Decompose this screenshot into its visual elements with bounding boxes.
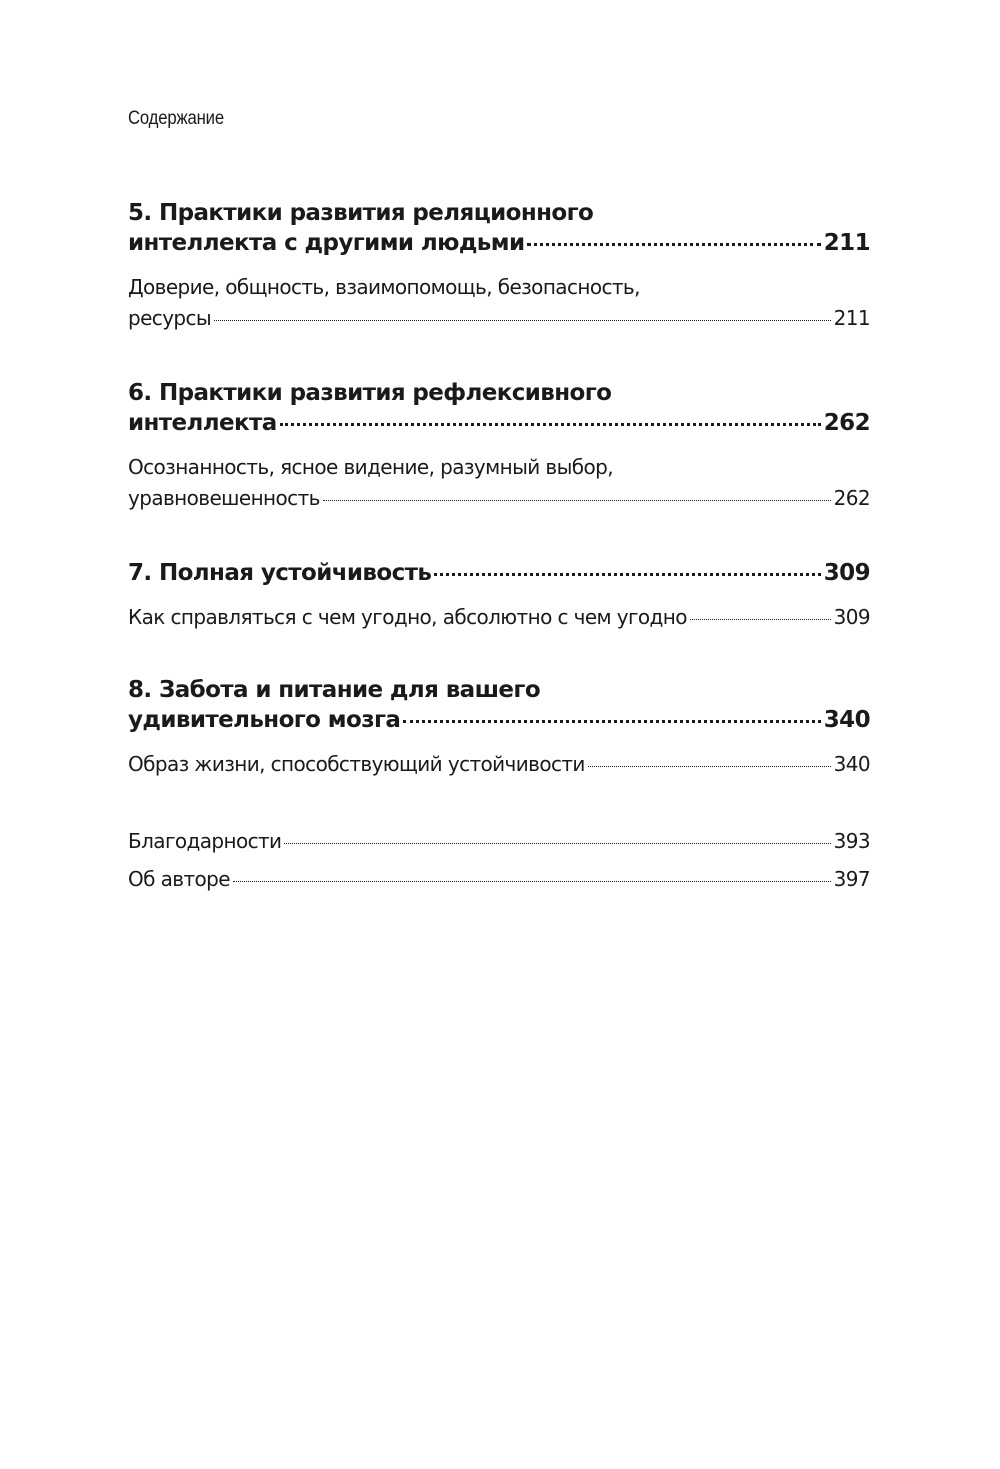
subsection-entry bbox=[128, 749, 870, 780]
chapter-title-line-with-page bbox=[128, 558, 870, 588]
chapter-title bbox=[128, 675, 870, 735]
chapter-title-text: интеллекта bbox=[128, 410, 277, 436]
toc-chapter-5 bbox=[128, 198, 870, 334]
toc-chapter-8 bbox=[128, 675, 870, 780]
chapter-page-number: 340 bbox=[823, 707, 870, 733]
back-matter-page-number: 397 bbox=[833, 867, 870, 891]
chapter-title-text: интеллекта с другими людьми bbox=[128, 230, 525, 256]
subsection-entry bbox=[128, 452, 870, 514]
subsection-page-number: 262 bbox=[833, 486, 870, 510]
chapter-title bbox=[128, 558, 870, 588]
dot-leader bbox=[280, 423, 821, 426]
chapter-title-line-with-page bbox=[128, 228, 870, 258]
chapter-title-line: 6. Практики развития рефлексивного bbox=[128, 380, 612, 406]
toc-chapter-7 bbox=[128, 558, 870, 633]
dot-leader bbox=[214, 320, 831, 321]
chapter-page-number: 262 bbox=[823, 410, 870, 436]
table-of-contents bbox=[128, 198, 870, 898]
subsection-line-with-page bbox=[128, 749, 870, 780]
chapter-title-line: 5. Практики развития реляционного bbox=[128, 200, 594, 226]
subsection-line-with-page bbox=[128, 303, 870, 334]
chapter-page-number: 211 bbox=[823, 230, 870, 256]
back-matter-page-number: 393 bbox=[833, 829, 870, 853]
dot-leader bbox=[403, 720, 820, 723]
chapter-title-line-with-page bbox=[128, 408, 870, 438]
subsection-line-with-page bbox=[128, 602, 870, 633]
chapter-title-line-with-page bbox=[128, 705, 870, 735]
subsection-text-line: Доверие, общность, взаимопомощь, безопасность, bbox=[128, 275, 640, 299]
back-matter bbox=[128, 822, 870, 898]
dot-leader bbox=[588, 766, 831, 767]
chapter-title bbox=[128, 198, 870, 258]
dot-leader bbox=[233, 881, 831, 882]
dot-leader bbox=[323, 500, 831, 501]
subsection-text: Как справляться с чем угодно, абсолютно с чем угодно bbox=[128, 605, 687, 629]
chapter-title bbox=[128, 378, 870, 438]
subsection-text-line: Осознанность, ясное видение, разумный выбор, bbox=[128, 455, 614, 479]
subsection-text: ресурсы bbox=[128, 306, 212, 330]
subsection-page-number: 211 bbox=[833, 306, 870, 330]
dot-leader bbox=[284, 843, 830, 844]
running-head: Содержание bbox=[128, 108, 224, 129]
toc-chapter-6 bbox=[128, 378, 870, 514]
chapter-title-line: 8. Забота и питание для вашего bbox=[128, 677, 541, 703]
back-matter-entry-about-author bbox=[128, 860, 870, 898]
subsection-line-with-page bbox=[128, 483, 870, 514]
chapter-title-text: 7. Полная устойчивость bbox=[128, 560, 432, 586]
subsection-page-number: 340 bbox=[833, 752, 870, 776]
back-matter-label: Благодарности bbox=[128, 829, 282, 853]
subsection-page-number: 309 bbox=[833, 605, 870, 629]
chapter-page-number: 309 bbox=[823, 560, 870, 586]
subsection-entry bbox=[128, 602, 870, 633]
dot-leader bbox=[527, 243, 820, 246]
back-matter-label: Об авторе bbox=[128, 867, 230, 891]
back-matter-entry-acknowledgements bbox=[128, 822, 870, 860]
dot-leader bbox=[690, 619, 831, 620]
subsection-text: уравновешенность bbox=[128, 486, 320, 510]
chapter-title-text: удивительного мозга bbox=[128, 707, 401, 733]
dot-leader bbox=[434, 573, 821, 576]
subsection-entry bbox=[128, 272, 870, 334]
subsection-text: Образ жизни, способствующий устойчивости bbox=[128, 752, 585, 776]
